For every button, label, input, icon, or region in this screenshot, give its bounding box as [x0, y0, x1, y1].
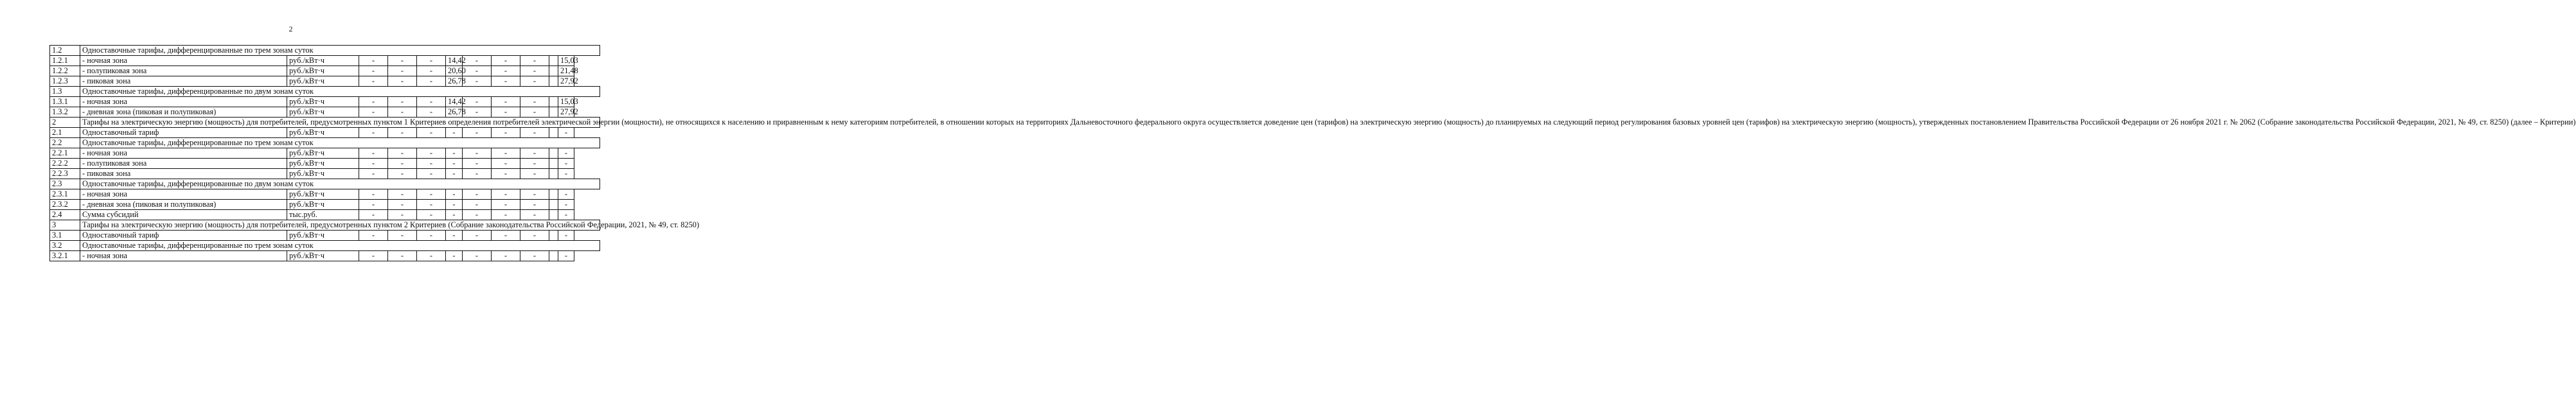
value-cell: -: [520, 200, 549, 210]
value-cell: -: [417, 210, 446, 220]
value-cell: -: [417, 159, 446, 169]
row-unit: руб./кВт·ч: [287, 169, 359, 179]
spacer-cell: [549, 56, 558, 66]
tariff-table: [49, 45, 2576, 261]
value-cell: -: [520, 251, 549, 261]
value-cell: -: [388, 210, 417, 220]
group-heading-text: Тарифы на электрическую энергию (мощность) для потребителей, предусмотренных пунктом 1 Критериев определения потребителей электрической энергии (мощности), не относящихся к населению и приравненным к нему категориям потребителей, в отношении которых на территориях Дальневосточного федерального округа осуществляется доведение цен (тарифов) на электрическую энергию (мощность) до планируемых на следующий период регулирования базовых уровней цен (тарифов) на электрическую энергию (мощность), утвержденных постановлением Правительства Российской Федерации от 26 ноября 2021 г. № 2062 (Собрание законодательства Российской Федерации, 2021, № 49, ст. 8250) (далее – Критерии): [80, 118, 600, 128]
section-title: Одноставочные тарифы, дифференцированные по трем зонам суток: [80, 138, 600, 148]
value-cell: -: [463, 107, 492, 118]
row-name: - ночная зона: [80, 189, 287, 200]
table-row: [50, 66, 600, 76]
value-cell: -: [417, 169, 446, 179]
value-cell: -: [558, 189, 574, 200]
spacer-cell: [549, 97, 558, 107]
value-cell: -: [359, 76, 388, 87]
row-unit: руб./кВт·ч: [287, 148, 359, 159]
value-cell: 26,78: [446, 107, 463, 118]
value-cell: -: [417, 251, 446, 261]
table-row: [50, 251, 600, 261]
table-row: [50, 231, 600, 241]
value-cell: -: [492, 76, 520, 87]
value-cell: -: [388, 169, 417, 179]
value-cell: -: [388, 76, 417, 87]
spacer-cell: [549, 251, 558, 261]
section-title: Одноставочные тарифы, дифференцированные по трем зонам суток: [80, 241, 600, 251]
row-code: 2.1: [50, 128, 80, 138]
table-row: [50, 56, 600, 66]
group-heading-text: Тарифы на электрическую энергию (мощность) для потребителей, предусмотренных пунктом 2 Критериев (Собрание законодательства Российской Федерации, 2021, № 49, ст. 8250): [80, 220, 600, 231]
row-code: 1.2.3: [50, 76, 80, 87]
section-row: [50, 46, 600, 56]
value-cell: -: [492, 128, 520, 138]
value-cell: -: [388, 97, 417, 107]
value-cell: -: [520, 231, 549, 241]
value-cell: -: [359, 148, 388, 159]
value-cell: -: [446, 148, 463, 159]
group-heading-row: [50, 220, 600, 231]
row-code: 3.1: [50, 231, 80, 241]
row-name: Сумма субсидий: [80, 210, 287, 220]
row-unit: руб./кВт·ч: [287, 66, 359, 76]
value-cell: -: [492, 200, 520, 210]
value-cell: -: [359, 128, 388, 138]
value-cell: -: [417, 76, 446, 87]
row-name: - пиковая зона: [80, 169, 287, 179]
value-cell: -: [446, 189, 463, 200]
value-cell: -: [520, 56, 549, 66]
spacer-cell: [549, 159, 558, 169]
row-name: - ночная зона: [80, 56, 287, 66]
value-cell: -: [359, 169, 388, 179]
value-cell: -: [520, 107, 549, 118]
value-cell: -: [359, 231, 388, 241]
value-cell: -: [463, 148, 492, 159]
row-unit: руб./кВт·ч: [287, 56, 359, 66]
value-cell: -: [463, 189, 492, 200]
row-code: 1.2.2: [50, 66, 80, 76]
value-cell: 21,48: [558, 66, 574, 76]
value-cell: -: [463, 251, 492, 261]
value-cell: -: [520, 169, 549, 179]
table-row: [50, 97, 600, 107]
value-cell: -: [388, 251, 417, 261]
value-cell: -: [359, 97, 388, 107]
value-cell: -: [558, 231, 574, 241]
row-name: - дневная зона (пиковая и полупиковая): [80, 200, 287, 210]
table-row: [50, 107, 600, 118]
row-name: - ночная зона: [80, 148, 287, 159]
value-cell: -: [359, 56, 388, 66]
value-cell: -: [492, 210, 520, 220]
row-code: 2.3.1: [50, 189, 80, 200]
value-cell: -: [446, 231, 463, 241]
value-cell: -: [388, 148, 417, 159]
value-cell: 20,60: [446, 66, 463, 76]
row-unit: руб./кВт·ч: [287, 128, 359, 138]
value-cell: -: [446, 159, 463, 169]
value-cell: 27,92: [558, 76, 574, 87]
value-cell: -: [463, 200, 492, 210]
spacer-cell: [549, 200, 558, 210]
section-title: Одноставочные тарифы, дифференцированные по двум зонам суток: [80, 179, 600, 189]
row-unit: руб./кВт·ч: [287, 107, 359, 118]
table-row: [50, 189, 600, 200]
value-cell: -: [492, 66, 520, 76]
value-cell: -: [558, 159, 574, 169]
row-code: 1.3.1: [50, 97, 80, 107]
page-number: 2: [289, 24, 293, 33]
row-unit: руб./кВт·ч: [287, 231, 359, 241]
row-code: 1.2.1: [50, 56, 80, 66]
row-code: 2: [50, 118, 80, 128]
section-row: [50, 241, 600, 251]
value-cell: -: [417, 231, 446, 241]
value-cell: -: [417, 148, 446, 159]
value-cell: -: [492, 169, 520, 179]
row-name: - ночная зона: [80, 251, 287, 261]
section-row: [50, 87, 600, 97]
row-unit: тыс.руб.: [287, 210, 359, 220]
value-cell: -: [520, 189, 549, 200]
value-cell: -: [388, 128, 417, 138]
value-cell: -: [520, 159, 549, 169]
section-title: Одноставочные тарифы, дифференцированные по трем зонам суток: [80, 46, 600, 56]
value-cell: 26,78: [446, 76, 463, 87]
group-heading-row: [50, 118, 600, 128]
row-code: 1.2: [50, 46, 80, 56]
row-name: - ночная зона: [80, 97, 287, 107]
spacer-cell: [549, 76, 558, 87]
row-name: Одноставочный тариф: [80, 128, 287, 138]
section-row: [50, 179, 600, 189]
value-cell: 14,42: [446, 56, 463, 66]
row-name: - полупиковая зона: [80, 159, 287, 169]
value-cell: -: [520, 76, 549, 87]
value-cell: -: [558, 128, 574, 138]
value-cell: -: [417, 189, 446, 200]
row-unit: руб./кВт·ч: [287, 76, 359, 87]
row-unit: руб./кВт·ч: [287, 200, 359, 210]
table-row: [50, 200, 600, 210]
row-name: Одноставочный тариф: [80, 231, 287, 241]
value-cell: -: [463, 97, 492, 107]
value-cell: -: [492, 159, 520, 169]
value-cell: -: [388, 66, 417, 76]
row-name: - полупиковая зона: [80, 66, 287, 76]
section-row: [50, 138, 600, 148]
value-cell: -: [520, 97, 549, 107]
value-cell: -: [520, 128, 549, 138]
row-code: 2.2.1: [50, 148, 80, 159]
row-code: 2.3.2: [50, 200, 80, 210]
value-cell: -: [558, 200, 574, 210]
value-cell: -: [446, 169, 463, 179]
value-cell: -: [446, 251, 463, 261]
spacer-cell: [549, 231, 558, 241]
row-code: 1.3.2: [50, 107, 80, 118]
spacer-cell: [549, 66, 558, 76]
spacer-cell: [549, 128, 558, 138]
table-row: [50, 128, 600, 138]
row-code: 2.2.3: [50, 169, 80, 179]
row-code: 2.4: [50, 210, 80, 220]
value-cell: -: [417, 97, 446, 107]
value-cell: -: [463, 66, 492, 76]
table-row: [50, 210, 600, 220]
value-cell: -: [520, 148, 549, 159]
value-cell: -: [359, 66, 388, 76]
row-code: 3.2.1: [50, 251, 80, 261]
value-cell: -: [492, 189, 520, 200]
value-cell: -: [446, 200, 463, 210]
value-cell: -: [558, 210, 574, 220]
row-code: 2.3: [50, 179, 80, 189]
spacer-cell: [549, 169, 558, 179]
value-cell: -: [492, 107, 520, 118]
value-cell: -: [417, 66, 446, 76]
row-code: 2.2.2: [50, 159, 80, 169]
row-unit: руб./кВт·ч: [287, 251, 359, 261]
value-cell: -: [446, 128, 463, 138]
value-cell: -: [558, 251, 574, 261]
value-cell: -: [388, 107, 417, 118]
spacer-cell: [549, 107, 558, 118]
value-cell: -: [388, 231, 417, 241]
value-cell: -: [558, 148, 574, 159]
row-code: 1.3: [50, 87, 80, 97]
value-cell: -: [492, 251, 520, 261]
value-cell: -: [417, 200, 446, 210]
table-row: [50, 169, 600, 179]
spacer-cell: [549, 210, 558, 220]
value-cell: 15,03: [558, 97, 574, 107]
row-code: 2.2: [50, 138, 80, 148]
value-cell: -: [492, 231, 520, 241]
spacer-cell: [549, 189, 558, 200]
value-cell: -: [359, 189, 388, 200]
value-cell: -: [463, 210, 492, 220]
row-code: 3.2: [50, 241, 80, 251]
value-cell: -: [520, 210, 549, 220]
row-code: 3: [50, 220, 80, 231]
section-title: Одноставочные тарифы, дифференцированные по двум зонам суток: [80, 87, 600, 97]
value-cell: -: [359, 159, 388, 169]
row-unit: руб./кВт·ч: [287, 189, 359, 200]
row-unit: руб./кВт·ч: [287, 159, 359, 169]
value-cell: -: [446, 210, 463, 220]
row-name: - пиковая зона: [80, 76, 287, 87]
value-cell: -: [463, 231, 492, 241]
value-cell: -: [558, 169, 574, 179]
value-cell: -: [417, 128, 446, 138]
value-cell: -: [492, 148, 520, 159]
value-cell: -: [388, 159, 417, 169]
spacer-cell: [549, 148, 558, 159]
value-cell: -: [388, 200, 417, 210]
value-cell: -: [359, 107, 388, 118]
table-row: [50, 148, 600, 159]
value-cell: -: [492, 56, 520, 66]
value-cell: -: [417, 107, 446, 118]
value-cell: -: [417, 56, 446, 66]
value-cell: -: [463, 76, 492, 87]
value-cell: -: [492, 97, 520, 107]
value-cell: -: [463, 128, 492, 138]
row-name: - дневная зона (пиковая и полупиковая): [80, 107, 287, 118]
value-cell: -: [463, 169, 492, 179]
value-cell: 14,42: [446, 97, 463, 107]
value-cell: -: [359, 210, 388, 220]
value-cell: -: [359, 200, 388, 210]
value-cell: -: [388, 189, 417, 200]
value-cell: -: [463, 159, 492, 169]
value-cell: 27,92: [558, 107, 574, 118]
value-cell: 15,03: [558, 56, 574, 66]
value-cell: -: [359, 251, 388, 261]
value-cell: -: [520, 66, 549, 76]
row-unit: руб./кВт·ч: [287, 97, 359, 107]
value-cell: -: [388, 56, 417, 66]
value-cell: -: [463, 56, 492, 66]
table-row: [50, 76, 600, 87]
table-row: [50, 159, 600, 169]
